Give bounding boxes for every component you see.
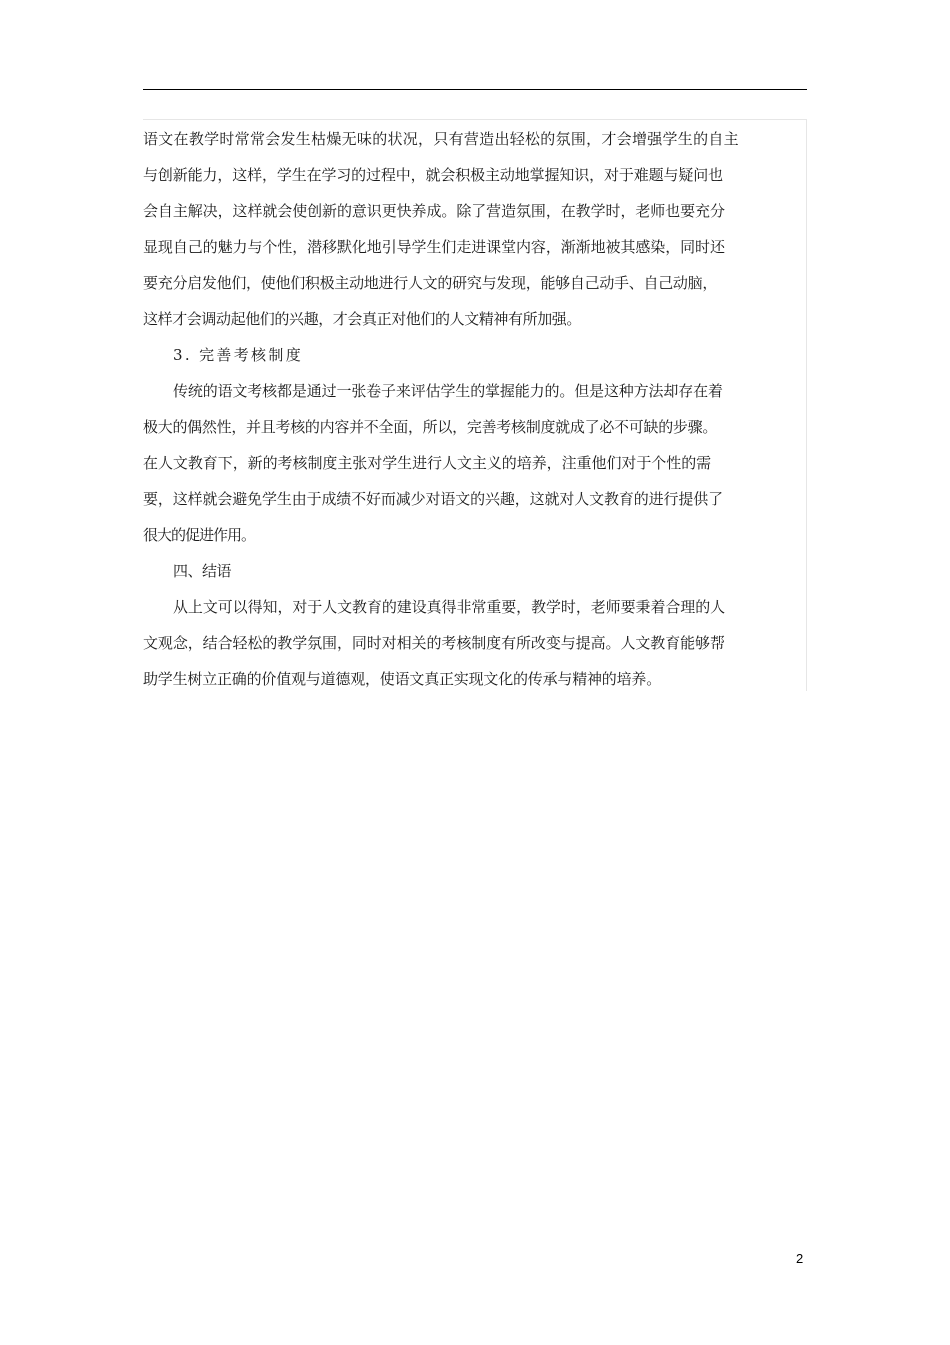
body-line-9: 极大的偶然性，并且考核的内容并不全面，所以，完善考核制度就成了必不可缺的步骤。: [143, 418, 718, 436]
body-line-10: 在人文教育下，新的考核制度主张对学生进行人文主义的培养，注重他们对于个性的需: [143, 454, 712, 472]
body-line-11: 要，这样就会避免学生由于成绩不好而减少对语文的兴趣，这就对人文教育的进行提供了: [143, 490, 723, 508]
section-heading-conclusion: 四、结语: [173, 562, 232, 580]
body-line-15: 文观念，结合轻松的教学氛围，同时对相关的考核制度有所改变与提高。人文教育能够帮: [143, 634, 725, 652]
body-line-4: 显现自己的魅力与个性，潜移默化地引导学生们走进课堂内容，渐渐地被其感染，同时还: [143, 238, 725, 256]
body-line-6: 这样才会调动起他们的兴趣，才会真正对他们的人文精神有所加强。: [143, 310, 582, 328]
body-line-5: 要充分启发他们，使他们积极主动地进行人文的研究与发现，能够自己动手、自己动脑，: [143, 274, 718, 292]
body-line-2: 与创新能力，这样，学生在学习的过程中，就会积极主动地掌握知识，对于难题与疑问也: [143, 166, 723, 184]
body-line-12: 很大的促进作用。: [143, 526, 256, 544]
body-line-14: 从上文可以得知，对于人文教育的建设真得非常重要，教学时，老师要秉着合理的人: [173, 598, 726, 616]
page-number: 2: [796, 1251, 804, 1266]
body-line-16: 助学生树立正确的价值观与道德观，使语文真正实现文化的传承与精神的培养。: [143, 670, 662, 688]
body-line-1: 语文在教学时常常会发生枯燥无味的状况，只有营造出轻松的氛围，才会增强学生的自主: [143, 130, 739, 148]
body-line-8: 传统的语文考核都是通过一张卷子来评估学生的掌握能力的。但是这种方法却存在着: [173, 382, 723, 400]
section-heading-3: 3. 完善考核制度: [173, 346, 304, 364]
header-rule: [143, 89, 807, 90]
body-line-3: 会自主解决，这样就会使创新的意识更快养成。除了营造氛围，在教学时，老师也要充分: [143, 202, 725, 220]
